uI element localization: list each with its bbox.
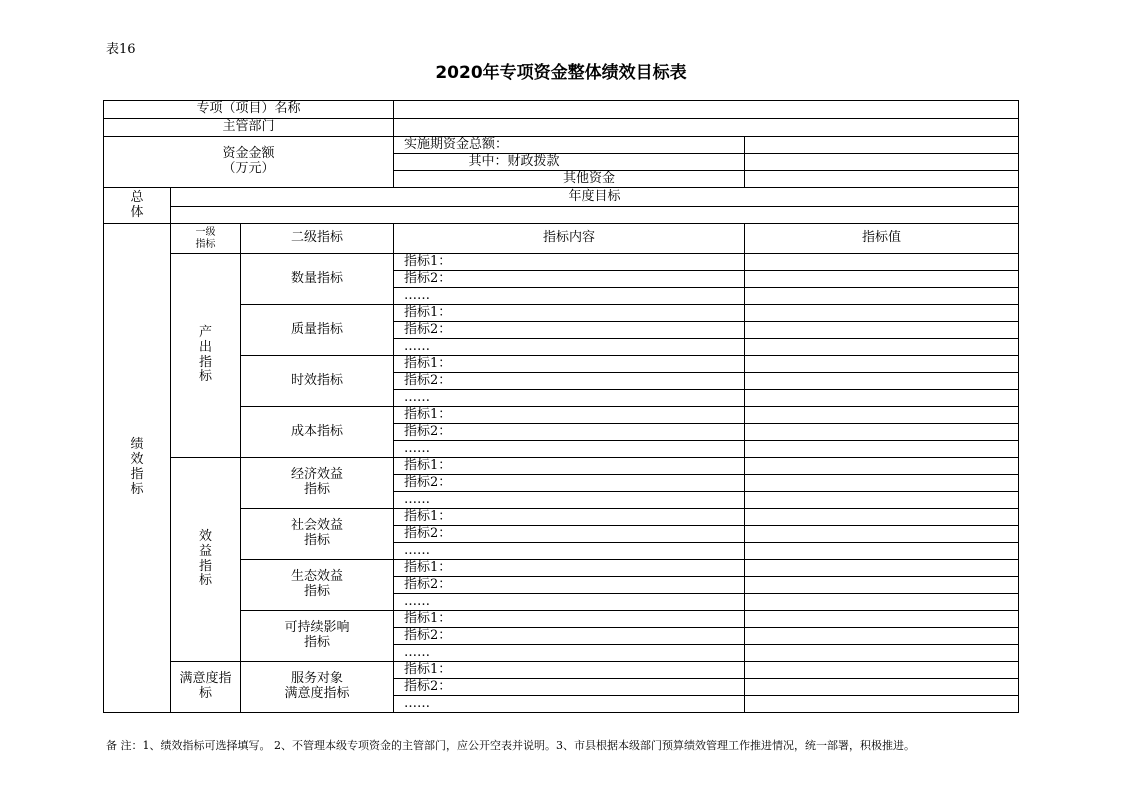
fiscal-amount-value[interactable] bbox=[745, 154, 1019, 171]
eco-line1: 生态效益 bbox=[291, 569, 344, 585]
benefit-indicator-label bbox=[171, 458, 241, 662]
indicator-item: 指标2： bbox=[394, 424, 745, 441]
eco-line2: 指标 bbox=[304, 584, 331, 599]
indicator-value[interactable] bbox=[745, 594, 1019, 611]
other-amount-label: 其他资金 bbox=[394, 171, 745, 188]
indicator-value[interactable] bbox=[745, 509, 1019, 526]
indicator-value[interactable] bbox=[745, 254, 1019, 271]
sustainability-indicator bbox=[241, 611, 394, 662]
indicator-item-more: …… bbox=[394, 390, 745, 407]
benefit-label-char: 标 bbox=[198, 573, 212, 589]
satisfaction-indicator-label bbox=[171, 662, 241, 713]
indicator-item-more: …… bbox=[394, 288, 745, 305]
annual-goal-header: 年度目标 bbox=[171, 188, 1019, 207]
indicator-item-more: …… bbox=[394, 543, 745, 560]
total-amount-label: 实施期资金总额： bbox=[394, 137, 745, 154]
indicator-value[interactable] bbox=[745, 492, 1019, 509]
overall-label-2: 体 bbox=[130, 204, 144, 220]
indicator-value[interactable] bbox=[745, 662, 1019, 679]
indicator-item: 指标1： bbox=[394, 560, 745, 577]
indicator-value[interactable] bbox=[745, 645, 1019, 662]
indicator-value[interactable] bbox=[745, 628, 1019, 645]
amount-label-line2: （万元） bbox=[222, 161, 275, 176]
satisfaction-line2: 标 bbox=[198, 686, 212, 701]
indicator-value[interactable] bbox=[745, 577, 1019, 594]
indicator-item: 指标2： bbox=[394, 475, 745, 492]
indicator-item-more: …… bbox=[394, 339, 745, 356]
indicator-item: 指标1： bbox=[394, 356, 745, 373]
col-level1-line1: 一级 bbox=[195, 227, 216, 238]
indicator-item: 指标2： bbox=[394, 271, 745, 288]
output-label-char: 指 bbox=[198, 354, 212, 370]
indicator-value[interactable] bbox=[745, 407, 1019, 424]
indicator-item: 指标2： bbox=[394, 679, 745, 696]
dept-label: 主管部门 bbox=[104, 119, 394, 137]
indicator-value[interactable] bbox=[745, 339, 1019, 356]
col-value-header: 指标值 bbox=[745, 224, 1019, 254]
sustain-line2: 指标 bbox=[304, 635, 331, 650]
output-label-char: 标 bbox=[198, 369, 212, 385]
indicator-value[interactable] bbox=[745, 356, 1019, 373]
project-name-value[interactable] bbox=[394, 101, 1019, 119]
indicator-value[interactable] bbox=[745, 458, 1019, 475]
indicator-item: 指标2： bbox=[394, 373, 745, 390]
indicator-item: 指标1： bbox=[394, 458, 745, 475]
footnote: 备 注：1、绩效指标可选择填写。 2、不管理本级专项资金的主管部门，应公开空表并说明。3、市县根据本级部门预算绩效管理工作推进情况，统一部署，积极推进。 bbox=[106, 739, 915, 752]
indicator-item: 指标2： bbox=[394, 526, 745, 543]
indicator-item: 指标1： bbox=[394, 662, 745, 679]
indicator-value[interactable] bbox=[745, 271, 1019, 288]
perf-label-char: 标 bbox=[130, 481, 144, 497]
economic-line2: 指标 bbox=[304, 482, 331, 497]
social-line2: 指标 bbox=[304, 533, 331, 548]
col-level1-line2: 指标 bbox=[195, 238, 216, 250]
indicator-value[interactable] bbox=[745, 288, 1019, 305]
indicator-item-more: …… bbox=[394, 492, 745, 509]
service-line2: 满意度指标 bbox=[284, 686, 350, 701]
indicator-value[interactable] bbox=[745, 526, 1019, 543]
benefit-label-char: 效 bbox=[198, 528, 212, 544]
perf-label-char: 指 bbox=[130, 467, 144, 482]
satisfaction-line1: 满意度指 bbox=[179, 671, 232, 687]
indicator-item-more: …… bbox=[394, 594, 745, 611]
indicator-value[interactable] bbox=[745, 305, 1019, 322]
amount-label-line1: 资金金额 bbox=[222, 146, 275, 162]
output-label-char: 产 bbox=[198, 324, 212, 340]
indicator-item-more: …… bbox=[394, 645, 745, 662]
indicator-value[interactable] bbox=[745, 322, 1019, 339]
perf-indicator-label bbox=[104, 224, 171, 713]
annual-goal-value[interactable] bbox=[171, 207, 1019, 224]
indicator-value[interactable] bbox=[745, 373, 1019, 390]
indicator-item: 指标1： bbox=[394, 509, 745, 526]
perf-label-char: 绩 bbox=[130, 437, 144, 453]
timeliness-indicator: 时效指标 bbox=[241, 356, 394, 407]
indicator-item: 指标1： bbox=[394, 407, 745, 424]
economic-line1: 经济效益 bbox=[291, 467, 344, 483]
indicator-value[interactable] bbox=[745, 679, 1019, 696]
ecological-benefit-indicator bbox=[241, 560, 394, 611]
perf-label-char: 效 bbox=[130, 452, 144, 468]
col-level1-header bbox=[171, 224, 241, 254]
indicator-value[interactable] bbox=[745, 611, 1019, 628]
sustain-line1: 可持续影响 bbox=[284, 620, 350, 636]
indicator-item: 指标2： bbox=[394, 322, 745, 339]
social-line1: 社会效益 bbox=[291, 518, 344, 534]
benefit-label-char: 益 bbox=[198, 543, 212, 559]
indicator-value[interactable] bbox=[745, 560, 1019, 577]
indicator-value[interactable] bbox=[745, 696, 1019, 713]
service-line1: 服务对象 bbox=[291, 671, 344, 687]
overall-label bbox=[104, 188, 171, 224]
output-indicator-label bbox=[171, 254, 241, 458]
cost-indicator: 成本指标 bbox=[241, 407, 394, 458]
indicator-item: 指标2： bbox=[394, 628, 745, 645]
indicator-value[interactable] bbox=[745, 543, 1019, 560]
indicator-item: 指标2： bbox=[394, 577, 745, 594]
quality-indicator: 质量指标 bbox=[241, 305, 394, 356]
indicator-value[interactable] bbox=[745, 390, 1019, 407]
indicator-item-more: …… bbox=[394, 696, 745, 713]
col-level2-header: 二级指标 bbox=[241, 224, 394, 254]
other-amount-value[interactable] bbox=[745, 171, 1019, 188]
indicator-item-more: …… bbox=[394, 441, 745, 458]
benefit-label-char: 指 bbox=[198, 558, 212, 574]
indicator-value[interactable] bbox=[745, 424, 1019, 441]
overall-label-1: 总 bbox=[130, 189, 144, 205]
fiscal-amount-label: 其中：财政拨款 bbox=[394, 154, 745, 171]
social-benefit-indicator bbox=[241, 509, 394, 560]
indicator-item: 指标1： bbox=[394, 305, 745, 322]
table-number: 表16 bbox=[106, 42, 136, 57]
quantity-indicator: 数量指标 bbox=[241, 254, 394, 305]
col-content-header: 指标内容 bbox=[394, 224, 745, 254]
indicator-value[interactable] bbox=[745, 441, 1019, 458]
service-satisfaction-indicator bbox=[241, 662, 394, 713]
performance-target-table bbox=[103, 100, 1019, 713]
indicator-value[interactable] bbox=[745, 475, 1019, 492]
economic-benefit-indicator bbox=[241, 458, 394, 509]
amount-label bbox=[104, 137, 394, 188]
project-name-label: 专项（项目）名称 bbox=[104, 101, 394, 119]
total-amount-value[interactable] bbox=[745, 137, 1019, 154]
page-title: 2020年专项资金整体绩效目标表 bbox=[435, 63, 687, 83]
dept-value[interactable] bbox=[394, 119, 1019, 137]
output-label-char: 出 bbox=[198, 339, 212, 355]
indicator-item: 指标1： bbox=[394, 254, 745, 271]
indicator-item: 指标1： bbox=[394, 611, 745, 628]
